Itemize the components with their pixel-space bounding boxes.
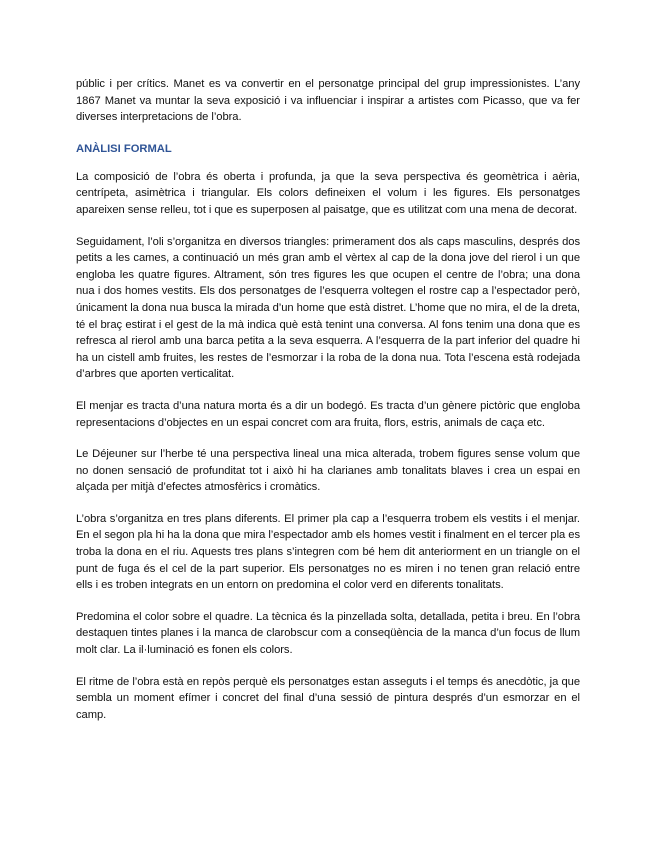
paragraph-perspective: Le Déjeuner sur l’herbe té una perspectiva lineal una mica alterada, trobem figures sense volum que no donen sensació de profunditat tot i això hi ha clarianes amb tonalitats blaves i crea un espai en alçada per mitjà d’efectes atmosfèrics i cromàtics.: [76, 448, 580, 494]
intro-paragraph: públic i per crítics. Manet es va convertir en el personatge principal del grup impressionistes. L’any 1867 Manet va muntar la seva exposició i va influenciar i inspirar a artistes com Picasso, que va fer diverses interpretacions de l’obra.: [76, 78, 580, 124]
paragraph-planes: L’obra s’organitza en tres plans diferents. El primer pla cap a l’esquerra trobem els vestits i el menjar. En el segon pla hi ha la dona que mira l’espectador amb els homes vestit i finalment en el tercer pla es troba la dona en el riu. Aquests tres plans s’integren com bé hem dit anteriorment en un triangle on el punt de fuga és el cel de la part superior. Els personatges no es miren i no tenen gran relació entre ells i es troben integrats en un entorn on predomina el color verd en diferents tonalitats.: [76, 512, 580, 592]
paragraph-triangles: Seguidament, l’oli s’organitza en diversos triangles: primerament dos als caps masculins, després dos petits a les cames, a continuació un més gran amb el vèrtex al cap de la dona jove del rierol i un que engloba les quatre figures. Altrament, són tres figures les que ocupen el centre de l’obra; una dona nua i dos homes vestits. Els dos personatges de l’esquerra voltegen el rostre cap a l’espectador però, únicament la dona nua busca la mirada d’un home que està distret. L’home que no mira, el de la dreta, té el braç estirat i el gest de la mà indica què està tenint una conversa. Al fons tenim una dona que es refresca al rierol amb una barca petita a la seva esquerra. A l’esquerra de la part inferior del quadre hi ha un cistell amb fruites, les restes de l’esmorzar i la roba de la dona nua. Tota l’escena està rodejada d’arbres que aporten verticalitat.: [76, 235, 580, 381]
paragraph-color: Predomina el color sobre el quadre. La tècnica és la pinzellada solta, detallada, petita i breu. En l’obra destaquen tintes planes i la manca de clarobscur com a conseqüència de la manca d’un focus de llum molt clar. La il·luminació es fonen els colors.: [76, 610, 580, 657]
document-page: [76, 76, 580, 738]
section-heading: ANÀLISI FORMAL: [76, 142, 172, 155]
paragraph-composition: La composició de l’obra és oberta i profunda, ja que la seva perspectiva és geomètrica i aèria, centrípeta, asimètrica i triangular. Els colors defineixen el volum i les figures. Els personatges apareixen sense relleu, tot i que es superposen al paisatge, que es utilitzat com una mena de decorat.: [76, 170, 580, 216]
paragraph-still-life: El menjar es tracta d’una natura morta és a dir un bodegó. Es tracta d’un gènere pictòric que engloba representacions d’objectes en un espai concret com ara fruita, flors, estris, animals de caça etc.: [76, 399, 580, 429]
paragraph-rhythm: El ritme de l’obra està en repòs perquè els personatges estan asseguts i el temps és anecdòtic, ja que sembla un moment efímer i concret del final d’una sessió de pintura després d’un esmorzar en el camp.: [76, 675, 580, 721]
